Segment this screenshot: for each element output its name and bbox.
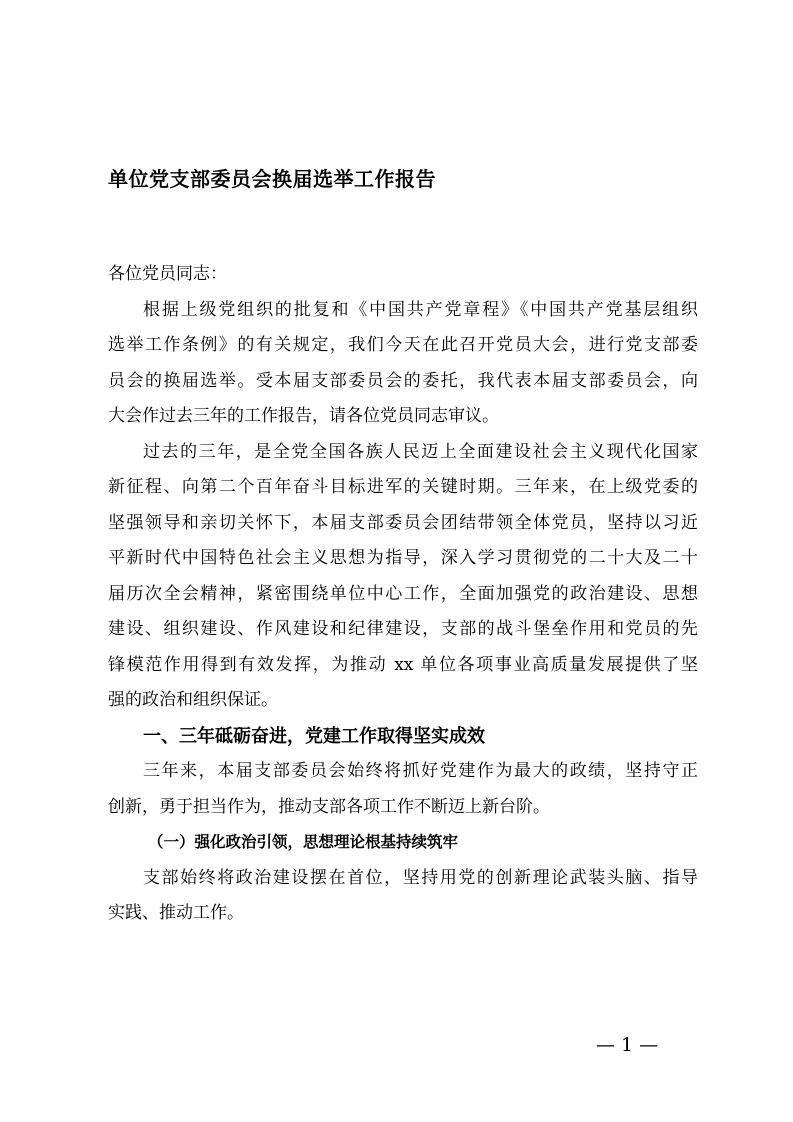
paragraph-line: 建设、组织建设、作风建设和纪律建设，支部的战斗堡垒作用和党员的先 <box>108 619 698 639</box>
document-title: 单位党支部委员会换届选举工作报告 <box>108 167 436 191</box>
paragraph-line: 新征程、向第二个百年奋斗目标进军的关键时期。三年来，在上级党委的 <box>108 477 698 497</box>
paragraph-line: 支部始终将政治建设摆在首位，坚持用党的创新理论武装头脑、指导 <box>143 867 698 888</box>
paragraph-line: 锋模范作用得到有效发挥，为推动 xx 单位各项事业高质量发展提供了坚 <box>108 654 698 675</box>
paragraph-line: 过去的三年，是全党全国各族人民迈上全面建设社会主义现代化国家 <box>143 441 698 462</box>
paragraph-line: 坚强领导和亲切关怀下，本届支部委员会团结带领全体党员，坚持以习近 <box>108 512 698 533</box>
paragraph-line: 实践、推动工作。 <box>108 903 244 923</box>
paragraph-line: 强的政治和组织保证。 <box>108 690 278 710</box>
paragraph-line: 平新时代中国特色社会主义思想为指导，深入学习贯彻党的二十大及二十 <box>108 548 698 568</box>
paragraph-line: 大会作过去三年的工作报告，请各位党员同志审议。 <box>108 406 499 426</box>
paragraph-line: 根据上级党组织的批复和《中国共产党章程》《中国共产党基层组织 <box>143 299 698 320</box>
paragraph-line: 员会的换届选举。受本届支部委员会的委托，我代表本届支部委员会，向 <box>108 370 698 391</box>
page-number: — 1 — <box>596 1034 659 1056</box>
paragraph-line: 届历次全会精神，紧密围绕单位中心工作，全面加强党的政治建设、思想 <box>108 583 698 604</box>
document-body <box>108 257 698 932</box>
paragraph-line: 三年来，本届支部委员会始终将抓好党建作为最大的政绩，坚持守正 <box>143 761 698 781</box>
subsection-heading: （一）强化政治引领，思想理论根基持续筑牢 <box>148 833 459 851</box>
salutation: 各位党员同志： <box>108 264 227 284</box>
section-heading: 一、三年砥砺奋进，党建工作取得坚实成效 <box>143 725 485 747</box>
paragraph-line: 选举工作条例》的有关规定，我们今天在此召开党员大会，进行党支部委 <box>108 335 698 355</box>
paragraph-line: 创新，勇于担当作为，推动支部各项工作不断迈上新台阶。 <box>108 796 550 817</box>
